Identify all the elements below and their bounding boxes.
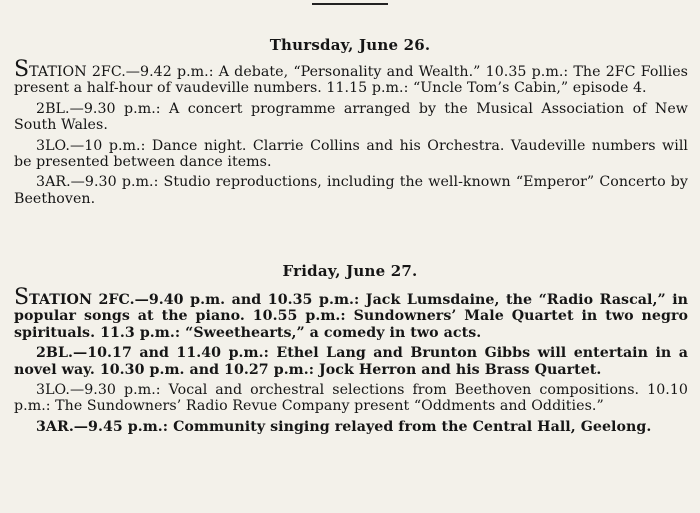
friday-2bl: 2BL.—10.17 and 11.40 p.m.: Ethel Lang and Brunton Gibbs will entertain in a novel way. 10.30 p.m. and 10.27 p.m.: Jock Herron and his Brass Quartet. [14, 345, 688, 378]
thursday-2bl: 2BL.—9.30 p.m.: A concert programme arranged by the Musical Association of New South Wales. [14, 100, 688, 134]
friday-dropcap: S [14, 285, 30, 310]
friday-section [14, 285, 688, 435]
thursday-3lo: 3LO.—10 p.m.: Dance night. Clarrie Collins and his Orchestra. Vaudeville numbers will be presented between dance items. [14, 137, 688, 171]
friday-heading: Friday, June 27. [282, 262, 418, 280]
thursday-2fc-text: TATION 2FC.—9.42 p.m.: A debate, “Personality and Wealth.” 10.35 p.m.: The 2FC Follies present a half-hour of vaudeville numbers. 11.15 p.m.: “Uncle Tom’s Cabin,” episode 4. [14, 64, 688, 97]
friday-3ar: 3AR.—9.45 p.m.: Community singing relayed from the Central Hall, Geelong. [36, 418, 652, 435]
thursday-section [14, 57, 688, 207]
thursday-3ar: 3AR.—9.30 p.m.: Studio reproductions, including the well-known “Emperor” Concerto by Beethoven. [14, 174, 688, 207]
friday-2fc-text: TATION 2FC.—9.40 p.m. and 10.35 p.m.: Jack Lumsdaine, the “Radio Rascal,” in popular songs at the piano. 10.55 p.m.: Sundowners’ Male Quartet in two negro spirituals. 11.3 p.m.: “Sweethearts,” a comedy in two acts. [14, 292, 688, 341]
thursday-heading: Thursday, June 26. [269, 36, 431, 54]
thursday-dropcap: S [14, 57, 30, 82]
friday-3lo: 3LO.—9.30 p.m.: Vocal and orchestral selections from Beethoven compositions. 10.10 p.m.: The Sundowners’ Radio Revue Company present “Oddments and Oddities.” [14, 382, 688, 415]
thursday-station-2fc [14, 57, 688, 97]
top-rule [312, 3, 388, 5]
friday-station-2fc [14, 285, 688, 341]
